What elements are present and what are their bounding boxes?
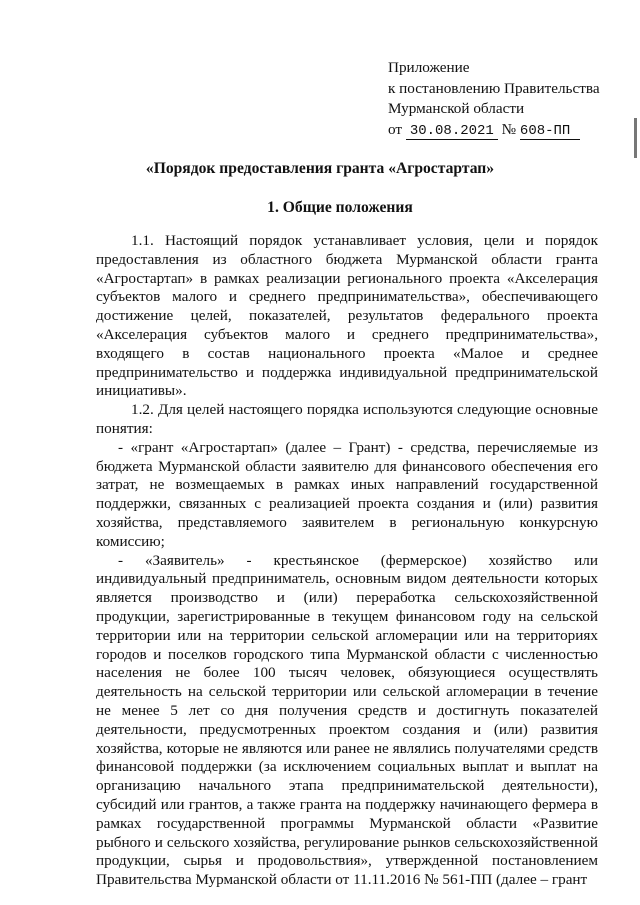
definition-grant: - «грант «Агростартап» (далее – Грант) - средства, перечисляемые из бюджета Мурманской области заявителю для финансового обеспечения его затрат, не возмещаемых в рамках иных направлений государственной поддержки, связанных с реализацией проекта создания и (или) развития хозяйства, представляемого заявителем в региональную конкурсную комиссию; (96, 438, 598, 550)
date-prefix: от (388, 120, 403, 138)
appendix-line-2: к постановлению Правительства (388, 79, 600, 97)
appendix-line-3: Мурманской области (388, 100, 525, 117)
scan-edge-mark (634, 118, 637, 158)
appendix-line-1: Приложение (388, 59, 470, 76)
section-heading: 1. Общие положения (267, 199, 413, 216)
appendix-block (388, 58, 628, 140)
appendix-date-line (388, 120, 628, 141)
decree-number: 608-ПП (520, 123, 580, 140)
paragraph-1-2: 1.2. Для целей настоящего порядка используются следующие основные понятия: (96, 401, 598, 437)
number-prefix: № (501, 120, 517, 138)
document-title: «Порядок предоставления гранта «Агростартап» (145, 160, 495, 177)
paragraph-1-1: 1.1. Настоящий порядок устанавливает условия, цели и порядок предоставления из областного бюджета Мурманской области гранта «Агростартап» в рамках реализации регионального проекта «Акселерация субъектов малого и среднего предпринимательства», обеспечивающего достижение целей, показателей, результатов федерального проекта «Акселерация субъектов малого и среднего предпринимательства», входящего в состав национального проекта «Малое и среднее предпринимательство и поддержка индивидуальной предпринимательской инициативы». (96, 232, 598, 400)
document-body (96, 232, 598, 890)
definition-applicant: - «Заявитель» - крестьянское (фермерское) хозяйство или индивидуальный предприниматель, основным видом деятельности которых является производство и (или) переработка сельскохозяйственной продукции, зарегистрированные в текущем финансовом году на сельской территории или на территории сельской агломерации или на территориях городов и поселков городского типа Мурманской области с численностью населения не более 100 тысяч человек, обязующиеся осуществлять деятельность на сельской территории или сельской агломерации в течение не менее 5 лет со дня получения средств и достигнуть показателей деятельности, предусмотренных проектом создания и (или) развития хозяйства, которые не являются или ранее не являлись получателями средств финансовой поддержки (за исключением социальных выплат и выплат на организацию начального этапа предпринимательской деятельности), субсидий или грантов, а также гранта на поддержку начинающего фермера в рамках государственной программы Мурманской области «Развитие рыбного и сельского хозяйства, регулирование рынков сельскохозяйственной продукции, сырья и продовольствия», утвержденной постановлением Правительства Мурманской области от 11.11.2016 № 561-ПП (далее – грант (96, 551, 598, 889)
decree-date: 30.08.2021 (406, 123, 498, 140)
